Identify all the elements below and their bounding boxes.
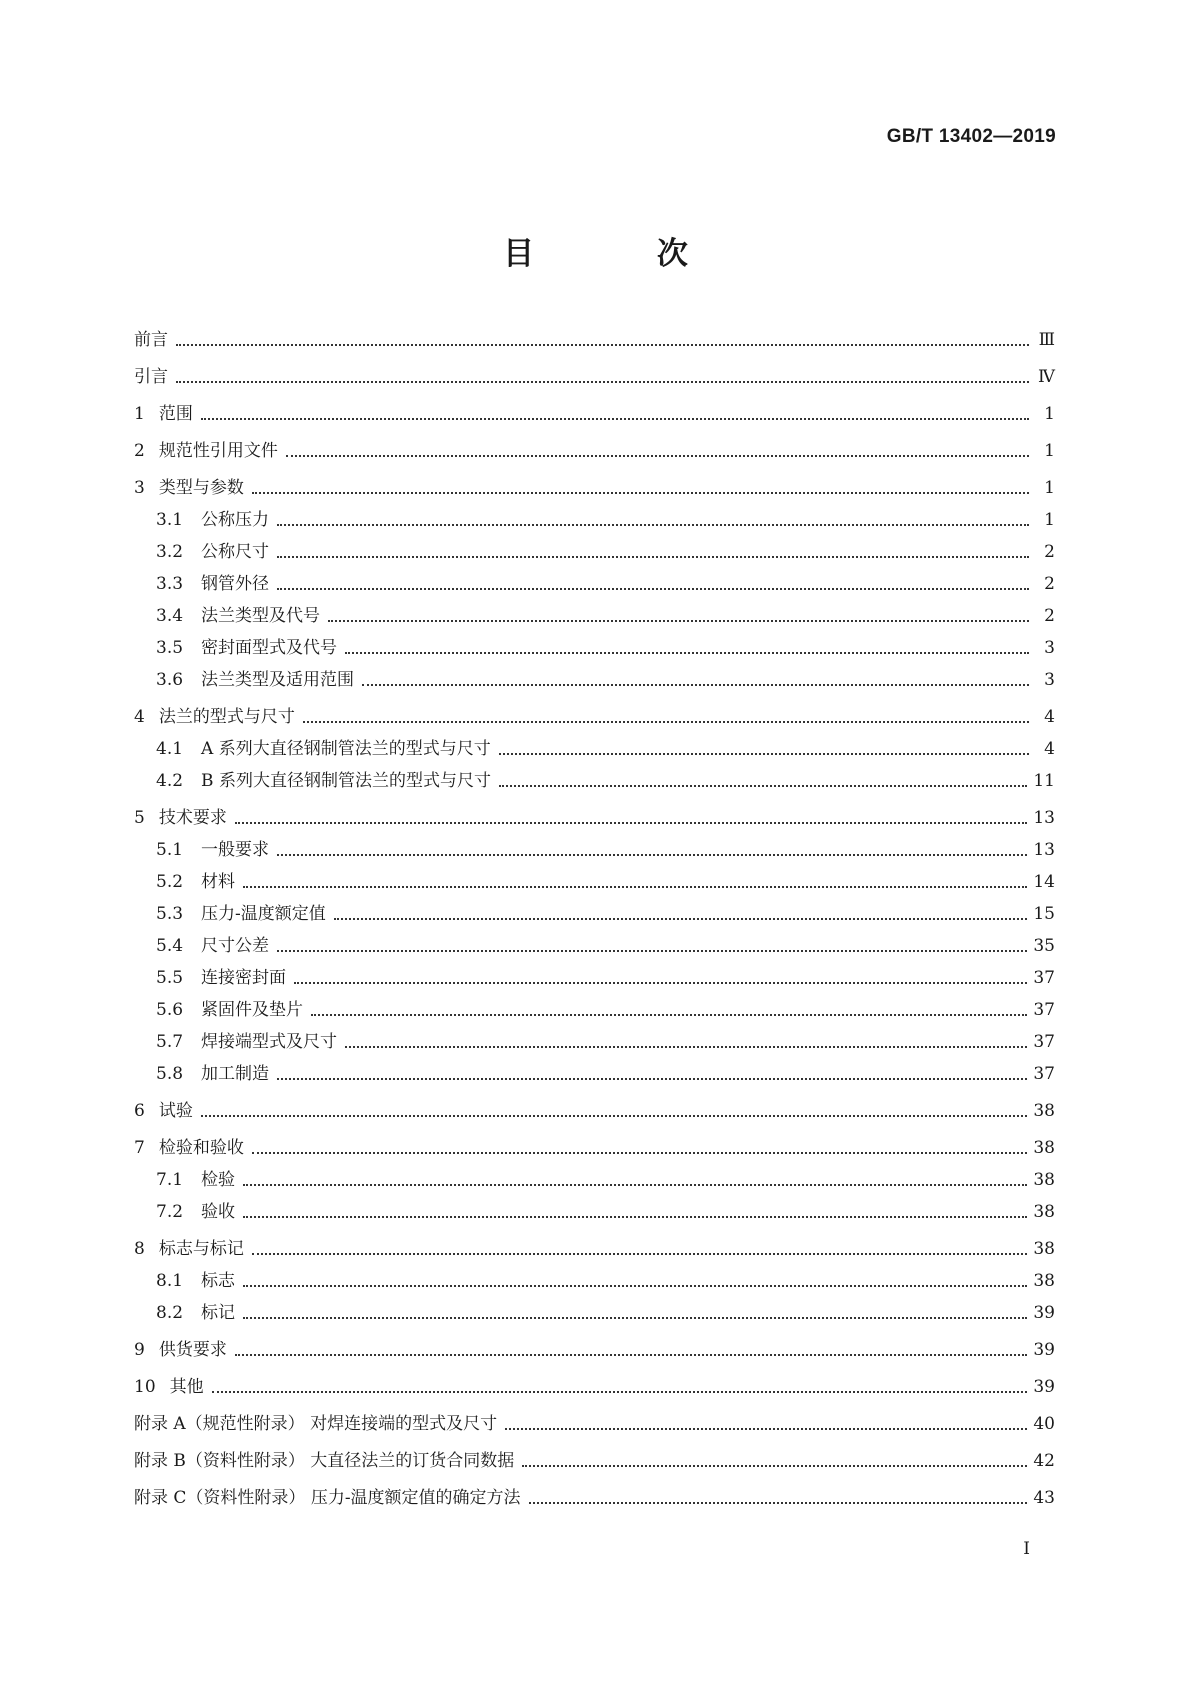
dot-leader (235, 1354, 1028, 1356)
dot-leader (522, 1465, 1027, 1467)
toc-entry-title: 公称尺寸 (201, 542, 270, 562)
dot-leader (212, 1391, 1028, 1393)
toc-entry-page: 37 (1033, 1064, 1055, 1084)
toc-entry-number: 5.8 (156, 1064, 184, 1084)
toc-entry-title: B 系列大直径钢制管法兰的型式与尺寸 (201, 771, 491, 791)
toc-entry[interactable] (134, 1168, 1055, 1192)
dot-leader (252, 1152, 1028, 1154)
toc-entry[interactable] (134, 508, 1055, 532)
dot-leader (243, 886, 1027, 888)
toc-entry-page: 39 (1033, 1377, 1055, 1397)
toc-entry-title: 公称压力 (201, 510, 270, 530)
toc-entry[interactable] (134, 668, 1055, 692)
dot-leader (201, 418, 1029, 420)
toc-entry-page: 1 (1044, 510, 1055, 530)
toc-entry-page: 2 (1044, 606, 1055, 626)
toc-entry-number: 5.1 (156, 840, 184, 860)
toc-entry-number: 5.2 (156, 872, 184, 892)
toc-entry-title: 标记 (201, 1303, 236, 1323)
toc-entry-page: 11 (1033, 771, 1055, 791)
dot-leader (176, 344, 1029, 346)
toc-entry-title: 附录 C（资料性附录） 压力-温度额定值的确定方法 (134, 1488, 521, 1508)
toc-entry[interactable] (134, 1136, 1055, 1160)
toc-entry[interactable] (134, 1099, 1055, 1123)
toc-entry-page: 38 (1033, 1271, 1055, 1291)
toc-entry-title: 前言 (134, 330, 168, 350)
toc-entry-page: 3 (1044, 670, 1055, 690)
dot-leader (362, 684, 1029, 686)
toc-entry-number: 3.6 (156, 670, 184, 690)
toc-entry-number: 1 (134, 404, 145, 424)
dot-leader (529, 1502, 1028, 1504)
toc-entry-title: 范围 (158, 404, 193, 424)
toc-entry[interactable] (134, 1030, 1055, 1054)
toc-entry[interactable] (134, 604, 1055, 628)
dot-leader (252, 1253, 1028, 1255)
toc-entry-number: 10 (134, 1377, 156, 1397)
toc-entry-page: Ⅳ (1038, 367, 1055, 387)
dot-leader (334, 918, 1028, 920)
toc-entry-number: 5.7 (156, 1032, 184, 1052)
toc-entry[interactable] (134, 402, 1055, 426)
toc-entry-title: 压力-温度额定值 (201, 904, 326, 924)
dot-leader (235, 822, 1028, 824)
toc-entry-title: 标志 (201, 1271, 236, 1291)
toc-entry[interactable] (134, 328, 1055, 352)
toc-entry-number: 7.1 (156, 1170, 184, 1190)
toc-entry-number: 8.2 (156, 1303, 184, 1323)
toc-entry-page: 39 (1033, 1340, 1055, 1360)
toc-entry-number: 3.3 (156, 574, 184, 594)
toc-entry-page: 43 (1033, 1488, 1055, 1508)
toc-entry-title: 引言 (134, 367, 168, 387)
toc-entry-title: 试验 (158, 1101, 193, 1121)
toc-entry-title: 材料 (201, 872, 236, 892)
toc-entry-title: 规范性引用文件 (158, 441, 278, 461)
dot-leader (499, 785, 1027, 787)
toc-entry-number: 9 (134, 1340, 145, 1360)
toc-entry-number: 3.2 (156, 542, 184, 562)
toc-entry-page: 38 (1033, 1170, 1055, 1190)
dot-leader (499, 753, 1029, 755)
toc-entry-title: 检验和验收 (158, 1138, 244, 1158)
toc-entry-title: 技术要求 (158, 808, 227, 828)
toc-entry-page: 42 (1033, 1451, 1055, 1471)
toc-entry-page: 1 (1044, 441, 1055, 461)
toc-entry-page: 35 (1033, 936, 1055, 956)
toc-entry[interactable] (134, 1486, 1055, 1510)
toc-entry-page: 1 (1044, 478, 1055, 498)
toc-entry[interactable] (134, 838, 1055, 862)
toc-entry-page: 40 (1033, 1414, 1055, 1434)
toc-entry[interactable] (134, 540, 1055, 564)
toc-entry-number: 3.1 (156, 510, 184, 530)
toc-entry[interactable] (134, 439, 1055, 463)
toc-entry-number: 5.6 (156, 1000, 184, 1020)
dot-leader (328, 620, 1029, 622)
dot-leader (277, 854, 1027, 856)
toc-entry[interactable] (134, 806, 1055, 830)
dot-leader (243, 1184, 1027, 1186)
toc-entry-page: 4 (1044, 707, 1055, 727)
toc-entry[interactable] (134, 737, 1055, 761)
dot-leader (176, 381, 1029, 383)
toc-entry-title: 连接密封面 (201, 968, 287, 988)
toc-entry-number: 4.1 (156, 739, 184, 759)
toc-entry-page: 39 (1033, 1303, 1055, 1323)
toc-entry-page: 38 (1033, 1101, 1055, 1121)
page-title: 目 次 (503, 236, 744, 272)
toc-entry-page: 37 (1033, 1000, 1055, 1020)
toc-entry-title: 法兰的型式与尺寸 (158, 707, 295, 727)
toc-entry[interactable] (134, 1237, 1055, 1261)
toc-entry[interactable] (134, 934, 1055, 958)
toc-entry-number: 5 (134, 808, 145, 828)
table-of-contents (134, 328, 1055, 1510)
toc-entry-title: 供货要求 (158, 1340, 227, 1360)
dot-leader (311, 1014, 1027, 1016)
dot-leader (243, 1317, 1027, 1319)
toc-entry-page: 38 (1033, 1239, 1055, 1259)
toc-entry-title: 密封面型式及代号 (201, 638, 338, 658)
toc-entry[interactable] (134, 1301, 1055, 1325)
toc-entry-page: 37 (1033, 968, 1055, 988)
toc-entry[interactable] (134, 769, 1055, 793)
dot-leader (277, 1078, 1027, 1080)
toc-entry-page: 2 (1044, 542, 1055, 562)
dot-leader (303, 721, 1029, 723)
toc-entry-page: 38 (1033, 1202, 1055, 1222)
toc-entry-title: 附录 B（资料性附录） 大直径法兰的订货合同数据 (134, 1451, 515, 1471)
toc-entry[interactable] (134, 365, 1055, 389)
toc-entry-title: 紧固件及垫片 (201, 1000, 304, 1020)
toc-entry-number: 6 (134, 1101, 145, 1121)
toc-entry[interactable] (134, 1375, 1055, 1399)
toc-entry-title: 附录 A（规范性附录） 对焊连接端的型式及尺寸 (134, 1414, 498, 1434)
toc-entry-title: 其他 (169, 1377, 204, 1397)
dot-leader (201, 1115, 1028, 1117)
dot-leader (345, 1046, 1027, 1048)
toc-entry-title: 标志与标记 (158, 1239, 244, 1259)
toc-entry-page: 1 (1044, 404, 1055, 424)
page-number: I (1023, 1539, 1030, 1559)
toc-entry[interactable] (134, 1062, 1055, 1086)
toc-entry-title: A 系列大直径钢制管法兰的型式与尺寸 (201, 739, 491, 759)
dot-leader (505, 1428, 1027, 1430)
toc-entry-number: 5.5 (156, 968, 184, 988)
dot-leader (277, 588, 1029, 590)
toc-entry-title: 检验 (201, 1170, 236, 1190)
dot-leader (277, 556, 1029, 558)
toc-entry[interactable] (134, 476, 1055, 500)
toc-entry-title: 法兰类型及适用范围 (201, 670, 355, 690)
toc-entry-number: 7 (134, 1138, 145, 1158)
toc-entry-title: 加工制造 (201, 1064, 270, 1084)
toc-entry-page: 37 (1033, 1032, 1055, 1052)
toc-entry-number: 4.2 (156, 771, 184, 791)
toc-entry-page: 2 (1044, 574, 1055, 594)
toc-entry-number: 7.2 (156, 1202, 184, 1222)
toc-entry-title: 类型与参数 (158, 478, 244, 498)
dot-leader (243, 1216, 1027, 1218)
dot-leader (252, 492, 1029, 494)
toc-entry-number: 5.3 (156, 904, 184, 924)
toc-entry[interactable] (134, 1200, 1055, 1224)
toc-entry-page: 3 (1044, 638, 1055, 658)
toc-entry[interactable] (134, 1412, 1055, 1436)
standard-code: GB/T 13402—2019 (886, 126, 1056, 147)
toc-entry-title: 验收 (201, 1202, 236, 1222)
toc-entry[interactable] (134, 636, 1055, 660)
toc-entry[interactable] (134, 1269, 1055, 1293)
toc-entry-title: 焊接端型式及尺寸 (201, 1032, 338, 1052)
dot-leader (277, 524, 1029, 526)
toc-entry-page: 13 (1033, 840, 1055, 860)
toc-entry[interactable] (134, 1338, 1055, 1362)
toc-entry-title: 钢管外径 (201, 574, 270, 594)
toc-entry-number: 3.5 (156, 638, 184, 658)
toc-entry-title: 尺寸公差 (201, 936, 270, 956)
dot-leader (243, 1285, 1027, 1287)
toc-entry-number: 5.4 (156, 936, 184, 956)
toc-entry[interactable] (134, 870, 1055, 894)
toc-entry-page: Ⅲ (1038, 330, 1055, 350)
toc-entry[interactable] (134, 1449, 1055, 1473)
toc-entry-page: 15 (1033, 904, 1055, 924)
toc-entry[interactable] (134, 572, 1055, 596)
toc-entry-page: 14 (1033, 872, 1055, 892)
dot-leader (286, 455, 1029, 457)
toc-entry-number: 3.4 (156, 606, 184, 626)
toc-entry-number: 2 (134, 441, 145, 461)
toc-entry[interactable] (134, 902, 1055, 926)
toc-entry-number: 8.1 (156, 1271, 184, 1291)
toc-entry-title: 一般要求 (201, 840, 270, 860)
toc-entry[interactable] (134, 705, 1055, 729)
dot-leader (277, 950, 1027, 952)
toc-entry[interactable] (134, 966, 1055, 990)
toc-entry-page: 4 (1044, 739, 1055, 759)
toc-entry-number: 8 (134, 1239, 145, 1259)
toc-entry-page: 38 (1033, 1138, 1055, 1158)
toc-entry-number: 4 (134, 707, 145, 727)
toc-entry[interactable] (134, 998, 1055, 1022)
toc-entry-title: 法兰类型及代号 (201, 606, 321, 626)
dot-leader (345, 652, 1029, 654)
toc-entry-number: 3 (134, 478, 145, 498)
toc-entry-page: 13 (1033, 808, 1055, 828)
dot-leader (294, 982, 1027, 984)
